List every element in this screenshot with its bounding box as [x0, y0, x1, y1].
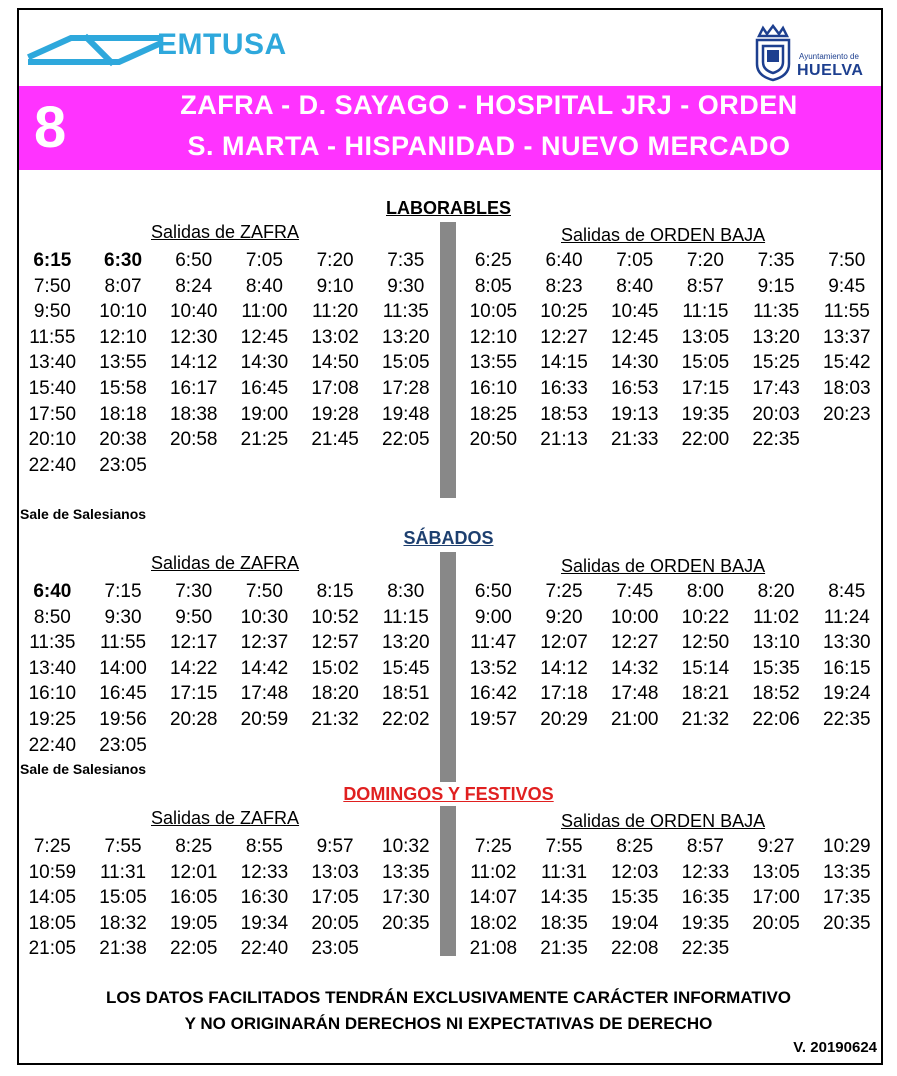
departure-time: 15:05 — [382, 352, 430, 374]
departure-time: 16:10 — [469, 377, 518, 399]
timetable-laborables-orden-baja — [458, 248, 882, 453]
departure-time: 12:37 — [240, 632, 289, 654]
departure-time: 20:50 — [469, 429, 518, 451]
departure-time: 8:57 — [686, 836, 724, 857]
departure-time: 13:20 — [382, 632, 430, 654]
departure-time: 13:55 — [99, 352, 147, 374]
line-number: 8 — [34, 95, 67, 160]
departure-time: 13:02 — [311, 326, 359, 348]
departure-time: 13:55 — [469, 352, 518, 374]
departure-time: 20:35 — [382, 912, 430, 934]
departure-time: 21:32 — [311, 708, 359, 730]
departure-time: 19:28 — [311, 403, 359, 425]
departure-time: 21:13 — [540, 429, 588, 451]
departure-time: 18:25 — [469, 403, 518, 425]
departure-time: 9:00 — [474, 606, 512, 628]
departure-time: 6:40 — [33, 581, 72, 602]
departure-time: 19:35 — [681, 403, 730, 425]
timetable-laborables-zafra — [17, 248, 441, 478]
route-line-2: S. MARTA - HISPANIDAD - NUEVO MERCADO — [187, 131, 791, 161]
departure-time: 22:05 — [382, 429, 430, 451]
departure-time: 10:22 — [681, 606, 730, 628]
departure-time: 7:55 — [545, 836, 583, 857]
departure-time: 18:35 — [540, 912, 588, 934]
departure-time: 10:25 — [540, 301, 588, 323]
ayuntamiento-logo — [753, 22, 873, 82]
departure-time: 7:35 — [757, 250, 795, 271]
departure-time: 12:03 — [610, 861, 659, 883]
departure-time: 16:33 — [540, 377, 588, 399]
section-title-sabados: SÁBADOS — [403, 528, 494, 548]
column-divider — [440, 222, 456, 498]
departure-time: 12:10 — [99, 326, 147, 348]
departure-time: 11:31 — [540, 861, 588, 883]
departure-time: 7:25 — [474, 836, 512, 857]
timetable-domingos-zafra — [17, 834, 441, 962]
departure-time: 7:05 — [245, 250, 283, 271]
departure-time: 12:57 — [311, 632, 359, 654]
subheader-salidas-orden-baja: Salidas de ORDEN BAJA — [561, 556, 766, 576]
route-banner — [19, 86, 881, 170]
departure-time: 18:32 — [99, 912, 147, 934]
departure-time: 9:45 — [828, 275, 866, 297]
note-salesianos: Sale de Salesianos — [20, 506, 147, 522]
departure-time: 9:10 — [316, 275, 354, 297]
departure-time: 14:32 — [610, 657, 659, 679]
note-salesianos: Sale de Salesianos — [20, 761, 147, 777]
departure-time: 17:15 — [169, 683, 218, 705]
ayuntamiento-label: Ayuntamiento de — [799, 52, 859, 61]
departure-time: 16:17 — [169, 377, 218, 399]
departure-time: 11:20 — [312, 301, 359, 323]
departure-time: 9:15 — [757, 275, 795, 297]
departure-time: 13:30 — [823, 632, 871, 654]
departure-time: 15:58 — [99, 377, 147, 399]
departure-time: 22:35 — [823, 708, 871, 730]
departure-time: 13:35 — [823, 861, 871, 883]
departure-time: 11:35 — [382, 301, 429, 323]
timetable-domingos-orden-baja — [458, 834, 882, 962]
departure-time: 10:29 — [823, 836, 871, 857]
departure-time: 11:35 — [29, 632, 76, 654]
departure-time: 17:08 — [311, 377, 359, 399]
departure-time: 18:51 — [382, 683, 430, 705]
departure-time: 8:50 — [33, 606, 71, 628]
departure-time: 12:45 — [240, 326, 289, 348]
departure-time: 14:35 — [540, 887, 588, 909]
departure-time: 11:55 — [29, 326, 76, 348]
disclaimer-line-1: LOS DATOS FACILITADOS TENDRÁN EXCLUSIVAMENTE CARÁCTER INFORMATIVO — [105, 988, 792, 1007]
departure-time: 13:03 — [311, 861, 359, 883]
departure-time: 16:05 — [169, 887, 218, 909]
departure-time: 8:25 — [616, 836, 654, 857]
departure-time: 18:02 — [469, 912, 518, 934]
departure-time: 14:00 — [99, 657, 147, 679]
departure-time: 8:20 — [757, 581, 795, 602]
header — [19, 10, 881, 86]
departure-time: 7:20 — [316, 250, 354, 271]
departure-time: 21:05 — [28, 938, 77, 960]
departure-time: 20:05 — [752, 912, 800, 934]
departure-time: 14:12 — [540, 657, 588, 679]
departure-time: 10:30 — [240, 606, 289, 628]
departure-time: 18:21 — [681, 683, 730, 705]
departure-time: 20:29 — [540, 708, 588, 730]
departure-time: 21:00 — [610, 708, 659, 730]
departure-time: 10:05 — [469, 301, 518, 323]
subheader-salidas-orden-baja: Salidas de ORDEN BAJA — [561, 225, 766, 245]
departure-time: 22:08 — [610, 938, 659, 960]
departure-time: 9:50 — [175, 606, 213, 628]
departure-time: 7:35 — [387, 250, 425, 271]
subheader-salidas-zafra: Salidas de ZAFRA — [151, 553, 300, 573]
departure-time: 15:05 — [681, 352, 730, 374]
departure-time: 22:40 — [28, 454, 77, 476]
column-divider — [440, 806, 456, 956]
departure-time: 10:52 — [311, 606, 359, 628]
departure-time: 22:00 — [681, 429, 730, 451]
departure-time: 21:08 — [469, 938, 518, 960]
departure-time: 21:33 — [610, 429, 659, 451]
section-title-laborables: LABORABLES — [386, 198, 511, 218]
departure-time: 11:31 — [99, 861, 147, 883]
departure-time: 10:32 — [382, 836, 430, 857]
departure-time: 7:20 — [686, 250, 724, 271]
departure-time: 12:27 — [610, 632, 659, 654]
departure-time: 8:00 — [686, 581, 724, 602]
departure-time: 11:15 — [682, 301, 729, 323]
departure-time: 15:40 — [28, 377, 77, 399]
disclaimer-line-2: Y NO ORIGINARÁN DERECHOS NI EXPECTATIVAS DE DERECHO — [184, 1014, 713, 1033]
departure-time: 18:03 — [823, 377, 871, 399]
departure-time: 12:10 — [469, 326, 518, 348]
departure-time: 19:13 — [610, 403, 659, 425]
departure-time: 20:05 — [311, 912, 359, 934]
departure-time: 23:05 — [311, 938, 359, 960]
departure-time: 16:30 — [240, 887, 289, 909]
departure-time: 9:30 — [387, 275, 425, 297]
departure-time: 14:15 — [540, 352, 588, 374]
departure-time: 14:42 — [240, 657, 289, 679]
departure-time: 14:05 — [28, 887, 77, 909]
departure-time: 18:52 — [752, 683, 800, 705]
departure-time: 17:15 — [681, 377, 730, 399]
departure-time: 12:33 — [681, 861, 730, 883]
subheader-salidas-orden-baja: Salidas de ORDEN BAJA — [561, 811, 766, 831]
departure-time: 20:28 — [169, 708, 218, 730]
departure-time: 8:55 — [245, 836, 283, 857]
huelva-label: HUELVA — [797, 62, 864, 79]
departure-time: 6:30 — [104, 250, 143, 271]
departure-time: 6:50 — [175, 250, 213, 271]
departure-time: 10:45 — [610, 301, 659, 323]
column-divider — [440, 552, 456, 782]
departure-time: 7:50 — [245, 581, 283, 602]
departure-time: 12:27 — [540, 326, 588, 348]
emtusa-logo-text: EMTUSA — [157, 28, 287, 61]
departure-time: 15:42 — [823, 352, 871, 374]
departure-time: 13:37 — [823, 326, 871, 348]
departure-time: 22:40 — [240, 938, 289, 960]
departure-time: 17:00 — [752, 887, 800, 909]
departure-time: 8:40 — [616, 275, 654, 297]
departure-time: 16:45 — [240, 377, 289, 399]
section-title-domingos-festivos: DOMINGOS Y FESTIVOS — [343, 784, 554, 804]
departure-time: 20:10 — [28, 429, 77, 451]
departure-time: 7:45 — [616, 581, 654, 602]
departure-time: 12:45 — [610, 326, 659, 348]
departure-time: 21:25 — [240, 429, 289, 451]
departure-time: 19:25 — [28, 708, 77, 730]
departure-time: 8:57 — [686, 275, 724, 297]
departure-time: 10:59 — [28, 861, 77, 883]
departure-time: 13:10 — [752, 632, 800, 654]
departure-time: 16:15 — [823, 657, 871, 679]
departure-time: 17:48 — [240, 683, 289, 705]
departure-time: 8:05 — [474, 275, 512, 297]
departure-time: 23:05 — [99, 454, 147, 476]
departure-time: 8:15 — [316, 581, 354, 602]
departure-time: 17:18 — [540, 683, 588, 705]
version-label: V. 20190624 — [793, 1039, 877, 1056]
departure-time: 17:48 — [610, 683, 659, 705]
departure-time: 14:07 — [469, 887, 518, 909]
departure-time: 11:15 — [382, 606, 429, 628]
departure-time: 7:05 — [616, 250, 654, 271]
departure-time: 13:05 — [681, 326, 730, 348]
departure-time: 14:30 — [240, 352, 289, 374]
departure-time: 17:28 — [382, 377, 430, 399]
route-line-1: ZAFRA - D. SAYAGO - HOSPITAL JRJ - ORDEN — [180, 90, 798, 120]
departure-time: 21:32 — [681, 708, 730, 730]
departure-time: 14:50 — [311, 352, 359, 374]
departure-time: 18:53 — [540, 403, 588, 425]
departure-time: 19:00 — [240, 403, 289, 425]
departure-time: 11:35 — [753, 301, 800, 323]
departure-time: 10:00 — [610, 606, 659, 628]
departure-time: 11:55 — [823, 301, 870, 323]
departure-time: 13:40 — [28, 352, 77, 374]
departure-time: 12:33 — [240, 861, 289, 883]
departure-time: 17:50 — [28, 403, 77, 425]
departure-time: 7:50 — [828, 250, 866, 271]
departure-time: 18:18 — [99, 403, 147, 425]
departure-time: 12:50 — [681, 632, 730, 654]
departure-time: 17:30 — [382, 887, 430, 909]
departure-time: 6:15 — [33, 250, 72, 271]
departure-time: 17:43 — [752, 377, 800, 399]
departure-time: 20:38 — [99, 429, 147, 451]
departure-time: 15:35 — [610, 887, 659, 909]
departure-time: 10:10 — [99, 301, 147, 323]
departure-time: 20:58 — [169, 429, 218, 451]
departure-time: 20:59 — [240, 708, 289, 730]
departure-time: 11:55 — [99, 632, 147, 654]
departure-time: 13:20 — [752, 326, 800, 348]
departure-time: 8:24 — [175, 275, 213, 297]
huelva-crest-icon — [753, 22, 793, 82]
departure-time: 15:45 — [382, 657, 430, 679]
departure-time: 21:45 — [311, 429, 359, 451]
departure-time: 15:35 — [752, 657, 800, 679]
departure-time: 8:40 — [245, 275, 283, 297]
departure-time: 9:20 — [545, 606, 583, 628]
departure-time: 7:55 — [104, 836, 142, 857]
departure-time: 13:20 — [382, 326, 430, 348]
departure-time: 17:35 — [823, 887, 871, 909]
departure-time: 12:17 — [169, 632, 218, 654]
departure-time: 20:35 — [823, 912, 871, 934]
departure-time: 22:35 — [681, 938, 730, 960]
departure-time: 8:25 — [175, 836, 213, 857]
subheader-salidas-zafra: Salidas de ZAFRA — [151, 808, 300, 828]
departure-time: 9:30 — [104, 606, 142, 628]
departure-time: 18:38 — [169, 403, 218, 425]
departure-time: 17:05 — [311, 887, 359, 909]
departure-time: 14:12 — [169, 352, 218, 374]
departure-time: 22:06 — [752, 708, 800, 730]
departure-time: 19:24 — [823, 683, 871, 705]
departure-time: 19:48 — [382, 403, 430, 425]
departure-time: 18:05 — [28, 912, 77, 934]
departure-time: 6:40 — [545, 250, 583, 271]
departure-time: 13:35 — [382, 861, 430, 883]
departure-time: 8:30 — [387, 581, 425, 602]
departure-time: 12:30 — [169, 326, 218, 348]
departure-time: 14:22 — [169, 657, 218, 679]
subheader-salidas-zafra: Salidas de ZAFRA — [151, 222, 300, 242]
departure-time: 18:20 — [311, 683, 359, 705]
departure-time: 13:40 — [28, 657, 77, 679]
departure-time: 9:27 — [757, 836, 795, 857]
departure-time: 21:35 — [540, 938, 588, 960]
departure-time: 7:15 — [104, 581, 142, 602]
departure-time: 16:42 — [469, 683, 518, 705]
departure-time: 8:45 — [828, 581, 866, 602]
departure-time: 6:50 — [474, 581, 512, 602]
departure-time: 11:02 — [470, 861, 517, 883]
departure-time: 9:57 — [316, 836, 354, 857]
departure-time: 12:01 — [169, 861, 218, 883]
departure-time: 15:14 — [681, 657, 730, 679]
departure-time: 11:00 — [241, 301, 288, 323]
departure-time: 16:45 — [99, 683, 147, 705]
departure-time: 7:25 — [545, 581, 583, 602]
departure-time: 16:35 — [681, 887, 730, 909]
disclaimer — [0, 985, 897, 1037]
departure-time: 8:23 — [545, 275, 583, 297]
departure-time: 15:25 — [752, 352, 800, 374]
departure-time: 11:24 — [823, 606, 870, 628]
departure-time: 23:05 — [99, 734, 147, 756]
departure-time: 19:04 — [610, 912, 659, 934]
departure-time: 20:03 — [752, 403, 800, 425]
departure-time: 11:47 — [470, 632, 517, 654]
departure-time: 22:40 — [28, 734, 77, 756]
departure-time: 9:50 — [33, 301, 71, 323]
departure-time: 15:05 — [99, 887, 147, 909]
departure-time: 22:02 — [382, 708, 430, 730]
departure-time: 7:50 — [33, 275, 71, 297]
departure-time: 16:53 — [610, 377, 659, 399]
departure-time: 19:57 — [469, 708, 518, 730]
departure-time: 19:56 — [99, 708, 147, 730]
departure-time: 8:07 — [104, 275, 142, 297]
departure-time: 22:35 — [752, 429, 800, 451]
departure-time: 11:02 — [753, 606, 800, 628]
departure-time: 14:30 — [610, 352, 659, 374]
departure-time: 7:30 — [175, 581, 213, 602]
departure-time: 19:05 — [169, 912, 218, 934]
departure-time: 22:05 — [169, 938, 218, 960]
departure-time: 13:05 — [752, 861, 800, 883]
departure-time: 21:38 — [99, 938, 147, 960]
departure-time: 7:25 — [33, 836, 71, 857]
timetable-sabados-orden-baja — [458, 579, 882, 733]
departure-time: 6:25 — [474, 250, 512, 271]
departure-time: 19:34 — [240, 912, 289, 934]
timetable-sabados-zafra — [17, 579, 441, 758]
departure-time: 20:23 — [823, 403, 871, 425]
departure-time: 19:35 — [681, 912, 730, 934]
departure-time: 15:02 — [311, 657, 359, 679]
departure-time: 16:10 — [28, 683, 77, 705]
departure-time: 12:07 — [540, 632, 588, 654]
departure-time: 13:52 — [469, 657, 518, 679]
departure-time: 10:40 — [169, 301, 218, 323]
